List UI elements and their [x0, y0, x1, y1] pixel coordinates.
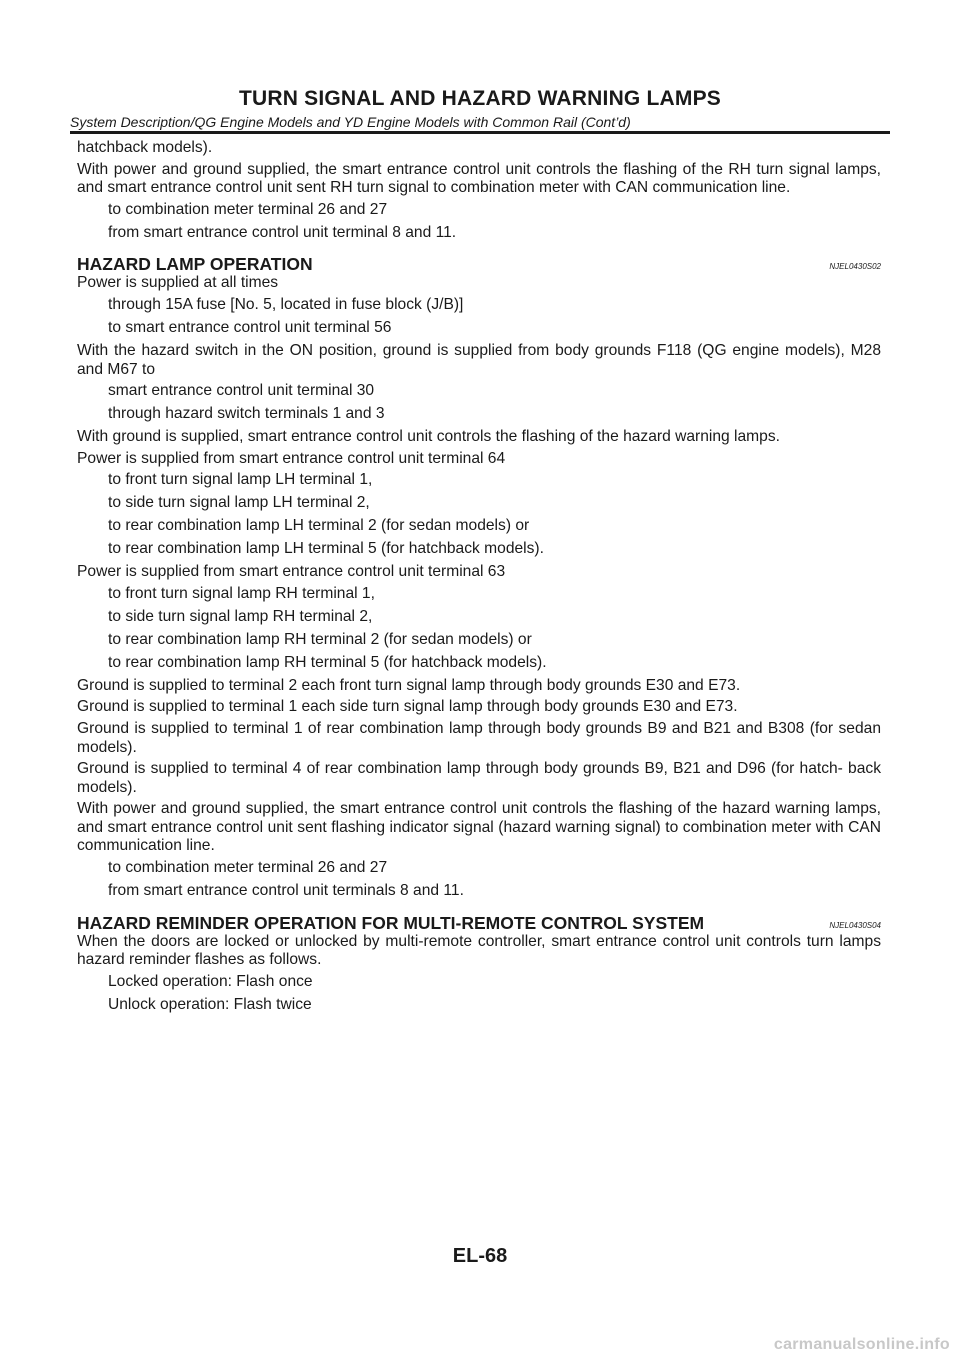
indented-line: to combination meter terminal 26 and 27 [108, 859, 388, 877]
page-header [70, 86, 890, 131]
indented-line: from smart entrance control unit terminals 8 and 11. [108, 882, 464, 900]
indented-line: to combination meter terminal 26 and 27 [108, 200, 388, 218]
document-body [77, 139, 881, 1019]
paragraph: Power is supplied at all times [77, 274, 279, 292]
section-ref-code: NJEL0430S04 [829, 920, 881, 930]
section-title: HAZARD REMINDER OPERATION FOR MULTI-REMOTE CONTROL SYSTEM [77, 912, 705, 933]
indented-line: to front turn signal lamp RH terminal 1, [108, 584, 375, 602]
paragraph: With the hazard switch in the ON position, ground is supplied from body grounds F118 (QG engine models), M28 and M67 to [77, 341, 881, 378]
paragraph: Ground is supplied to terminal 4 of rear combination lamp through body grounds B9, B21 and D96 (for hatch- back models). [77, 760, 881, 796]
indented-line: to side turn signal lamp LH terminal 2, [108, 494, 370, 512]
paragraph: When the doors are locked or unlocked by multi-remote controller, smart entrance control unit controls turn lamps hazard reminder flashes as follows. [77, 932, 881, 969]
site-watermark[interactable]: carmanualsonline.info [773, 1336, 950, 1353]
page-subtitle: System Description/QG Engine Models and YD Engine Models with Common Rail (Cont’d) [70, 114, 631, 130]
page-number: EL-68 [452, 1245, 508, 1267]
paragraph: hatchback models). [77, 139, 213, 156]
paragraph: Ground is supplied to terminal 2 each front turn signal lamp through body grounds E30 and E73. [77, 676, 741, 694]
paragraph: With power and ground supplied, the smart entrance control unit controls the flashing of the hazard warning lamps, and smart entrance control unit sent flashing indicator signal (hazard warning signal) to combination meter with CAN communication line. [77, 800, 881, 855]
section-ref-code: NJEL0430S02 [829, 262, 881, 272]
paragraph: With ground is supplied, smart entrance control unit controls the flashing of the hazard warning lamps. [77, 428, 780, 446]
indented-line: to smart entrance control unit terminal 56 [108, 318, 392, 336]
indented-line: to rear combination lamp LH terminal 5 (for hatchback models). [108, 540, 544, 558]
paragraph: Power is supplied from smart entrance control unit terminal 63 [77, 563, 506, 581]
indented-line: through hazard switch terminals 1 and 3 [108, 405, 385, 423]
paragraph: With power and ground supplied, the smart entrance control unit controls the flashing of the RH turn signal lamps, and smart entrance control unit sent RH turn signal to combination meter with CAN communication line. [77, 160, 881, 197]
indented-line: through 15A fuse [No. 5, located in fuse block (J/B)] [108, 295, 464, 313]
paragraph: Ground is supplied to terminal 1 of rear combination lamp through body grounds B9 and B21 and B308 (for sedan models). [77, 719, 881, 756]
section-heading [77, 913, 881, 933]
indented-line: to side turn signal lamp RH terminal 2, [108, 607, 373, 625]
indented-line: from smart entrance control unit terminal 8 and 11. [108, 223, 457, 241]
indented-line: Unlock operation: Flash twice [108, 995, 312, 1013]
page-title: TURN SIGNAL AND HAZARD WARNING LAMPS [238, 87, 722, 110]
indented-line: to front turn signal lamp LH terminal 1, [108, 471, 373, 489]
header-rule [70, 131, 890, 134]
indented-line: Locked operation: Flash once [108, 972, 313, 990]
indented-line: smart entrance control unit terminal 30 [108, 382, 375, 400]
paragraph: Ground is supplied to terminal 1 each side turn signal lamp through body grounds E30 and E73. [77, 698, 738, 716]
paragraph: Power is supplied from smart entrance control unit terminal 64 [77, 449, 506, 467]
section-heading [77, 254, 881, 274]
indented-line: to rear combination lamp RH terminal 2 (for sedan models) or [108, 630, 532, 648]
indented-line: to rear combination lamp RH terminal 5 (for hatchback models). [108, 653, 547, 671]
indented-line: to rear combination lamp LH terminal 2 (for sedan models) or [108, 517, 530, 535]
section-title: HAZARD LAMP OPERATION [77, 254, 313, 275]
